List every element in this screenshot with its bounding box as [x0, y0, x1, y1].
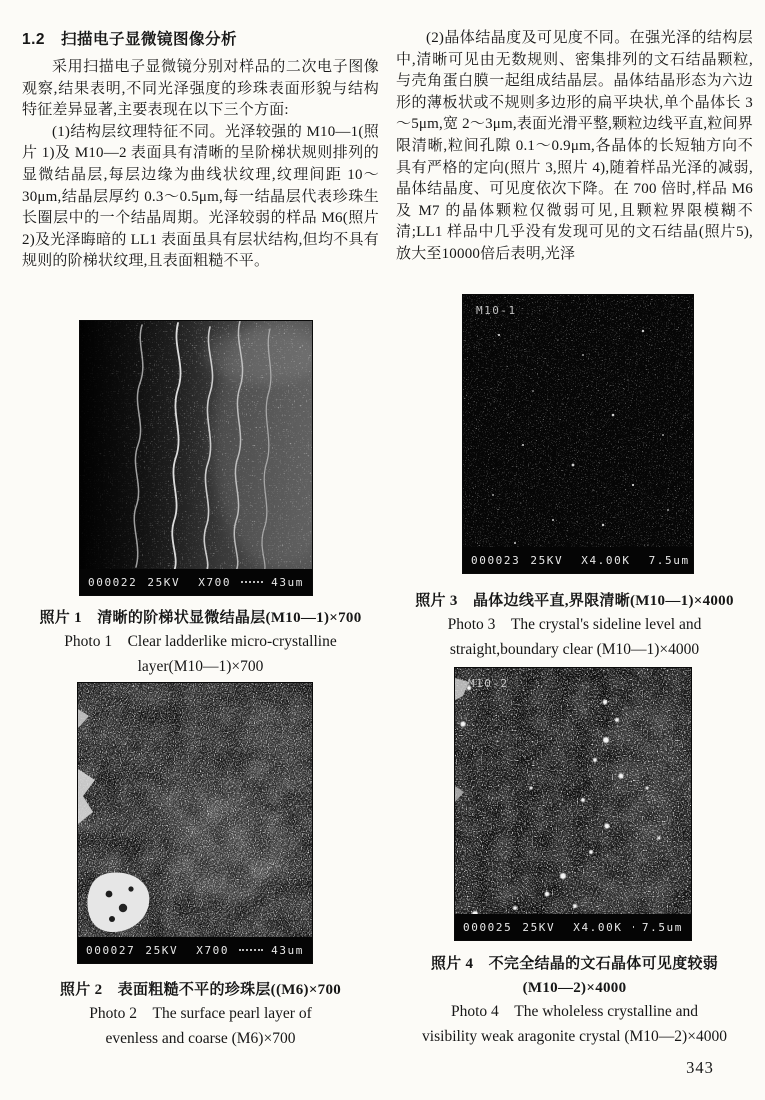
accelerating-voltage: 25KV — [145, 943, 179, 957]
photo-caption-zh: (M10—2)×4000 — [522, 980, 627, 996]
photo-caption-en: Photo 4 The wholeless crystalline and — [450, 1003, 699, 1020]
accelerating-voltage: 25KV — [530, 553, 564, 567]
sem-info-bar — [455, 914, 691, 940]
body-paragraph: (2)晶体结晶度及可见度不同。在强光泽的结构层中,清晰可见由无数规则、密集排列的文石结晶颗粒,与壳角蛋白膜一起组成结晶层。晶体结晶形态为六边形的薄板状或不规则多边形的扁平块状,单个晶体长 3～5μm,宽 2～3μm,表面光滑平整,颗粒边线平直,粒间界限清晰,粒间孔隙 0.1～0.9μm,各晶体的长短轴方向不具有严格的定向(照片 3,照片 4),随着样品光泽的减弱,晶体结晶度、可见度依次下降。在 700 倍时,样品 M6 及 M7 的晶体颗粒仅微弱可见,且颗粒界限模糊不清;LL1 样品中几乎没有发现可见的文石结晶(照片5),放大至10000倍后表明,光泽 — [396, 30, 753, 262]
sem-micrograph-image — [463, 295, 693, 573]
accelerating-voltage: 25KV — [522, 920, 556, 934]
body-paragraph: 采用扫描电子显微镜分别对样品的二次电子图像观察,结果表明,不同光泽强度的珍珠表面形貌与结构特征差异显著,主要表现在以下三个方面: — [22, 59, 379, 119]
photo-caption-zh: 照片 2 表面粗糙不平的珍珠层((M6)×700 — [59, 982, 342, 998]
sem-photo-1 — [80, 321, 312, 595]
photo-caption-en: Photo 3 The crystal's sideline level and — [447, 616, 702, 633]
frame-number: 000023 — [471, 553, 521, 567]
photo1-caption — [22, 606, 379, 679]
section-heading: 1.2 扫描电子显微镜图像分析 — [22, 31, 238, 48]
sem-sample-label: M10-1 — [476, 304, 517, 317]
body-paragraph: (1)结构层纹理特征不同。光泽较强的 M10—1(照片 1)及 M10—2 表面具有清晰的呈阶梯状规则排列的显微结晶层,每层边缘为曲线状纹理,纹理间距 10～30μm,结晶层厚约 0.3～0.5μm,每一结晶层代表珍珠生长圈层中的一个结晶周期。光泽较弱的样品 M6(照片 2)及光泽晦暗的 LL1 表面虽具有层状结构,但均不具有规则的阶梯状纹理,且表面粗糙不平。 — [22, 123, 379, 270]
photo-caption-en: Photo 1 Clear ladderlike micro-crystalline — [64, 633, 337, 650]
photo3-caption — [396, 589, 753, 662]
magnification: X4.00K — [573, 920, 623, 934]
right-column — [396, 28, 753, 266]
photo-caption-zh: 照片 1 清晰的阶梯状显微结晶层(M10—1)×700 — [39, 610, 362, 626]
sem-info-bar — [80, 569, 312, 595]
photo4-caption — [396, 952, 753, 1049]
photo-caption-zh: 照片 3 晶体边线平直,界限清晰(M10—1)×4000 — [415, 593, 734, 609]
frame-number: 000027 — [86, 943, 136, 957]
sem-photo-3 — [463, 295, 693, 573]
scale-marker-dots — [633, 926, 634, 928]
scale-marker-dots — [239, 949, 263, 951]
left-column — [22, 28, 379, 273]
sem-sample-label: M10-2 — [468, 677, 509, 690]
magnification: X700 — [196, 943, 230, 957]
scale-marker-dots — [241, 581, 263, 583]
sem-info-bar — [463, 547, 693, 573]
photo2-caption — [22, 978, 379, 1051]
magnification: X700 — [198, 575, 232, 589]
magnification: X4.00K — [581, 553, 631, 567]
frame-number: 000025 — [463, 920, 513, 934]
photo-caption-zh: 照片 4 不完全结晶的文石晶体可见度较弱 — [430, 956, 719, 972]
photo-caption-en: visibility weak aragonite crystal (M10—2)×4000 — [422, 1027, 727, 1045]
scale-value: 43um — [271, 943, 304, 957]
photo-caption-en: Photo 2 The surface pearl layer of — [89, 1005, 312, 1022]
sem-photo-2 — [78, 683, 312, 963]
scale-value: 7.5um — [648, 553, 690, 567]
sem-micrograph-image — [78, 683, 312, 963]
scale-value: 7.5um — [641, 920, 683, 934]
sem-info-bar — [78, 937, 312, 963]
photo-caption-en: evenless and coarse (M6)×700 — [105, 1029, 296, 1047]
page-number: 343 — [686, 1058, 714, 1077]
sem-micrograph-image — [455, 668, 691, 940]
frame-number: 000022 — [88, 575, 138, 589]
accelerating-voltage: 25KV — [147, 575, 181, 589]
scale-value: 43um — [271, 575, 304, 589]
sem-micrograph-image — [80, 321, 312, 595]
photo-caption-en: straight,boundary clear (M10—1)×4000 — [449, 640, 700, 658]
photo-caption-en: layer(M10—1)×700 — [137, 657, 264, 675]
sem-photo-4 — [455, 668, 691, 940]
